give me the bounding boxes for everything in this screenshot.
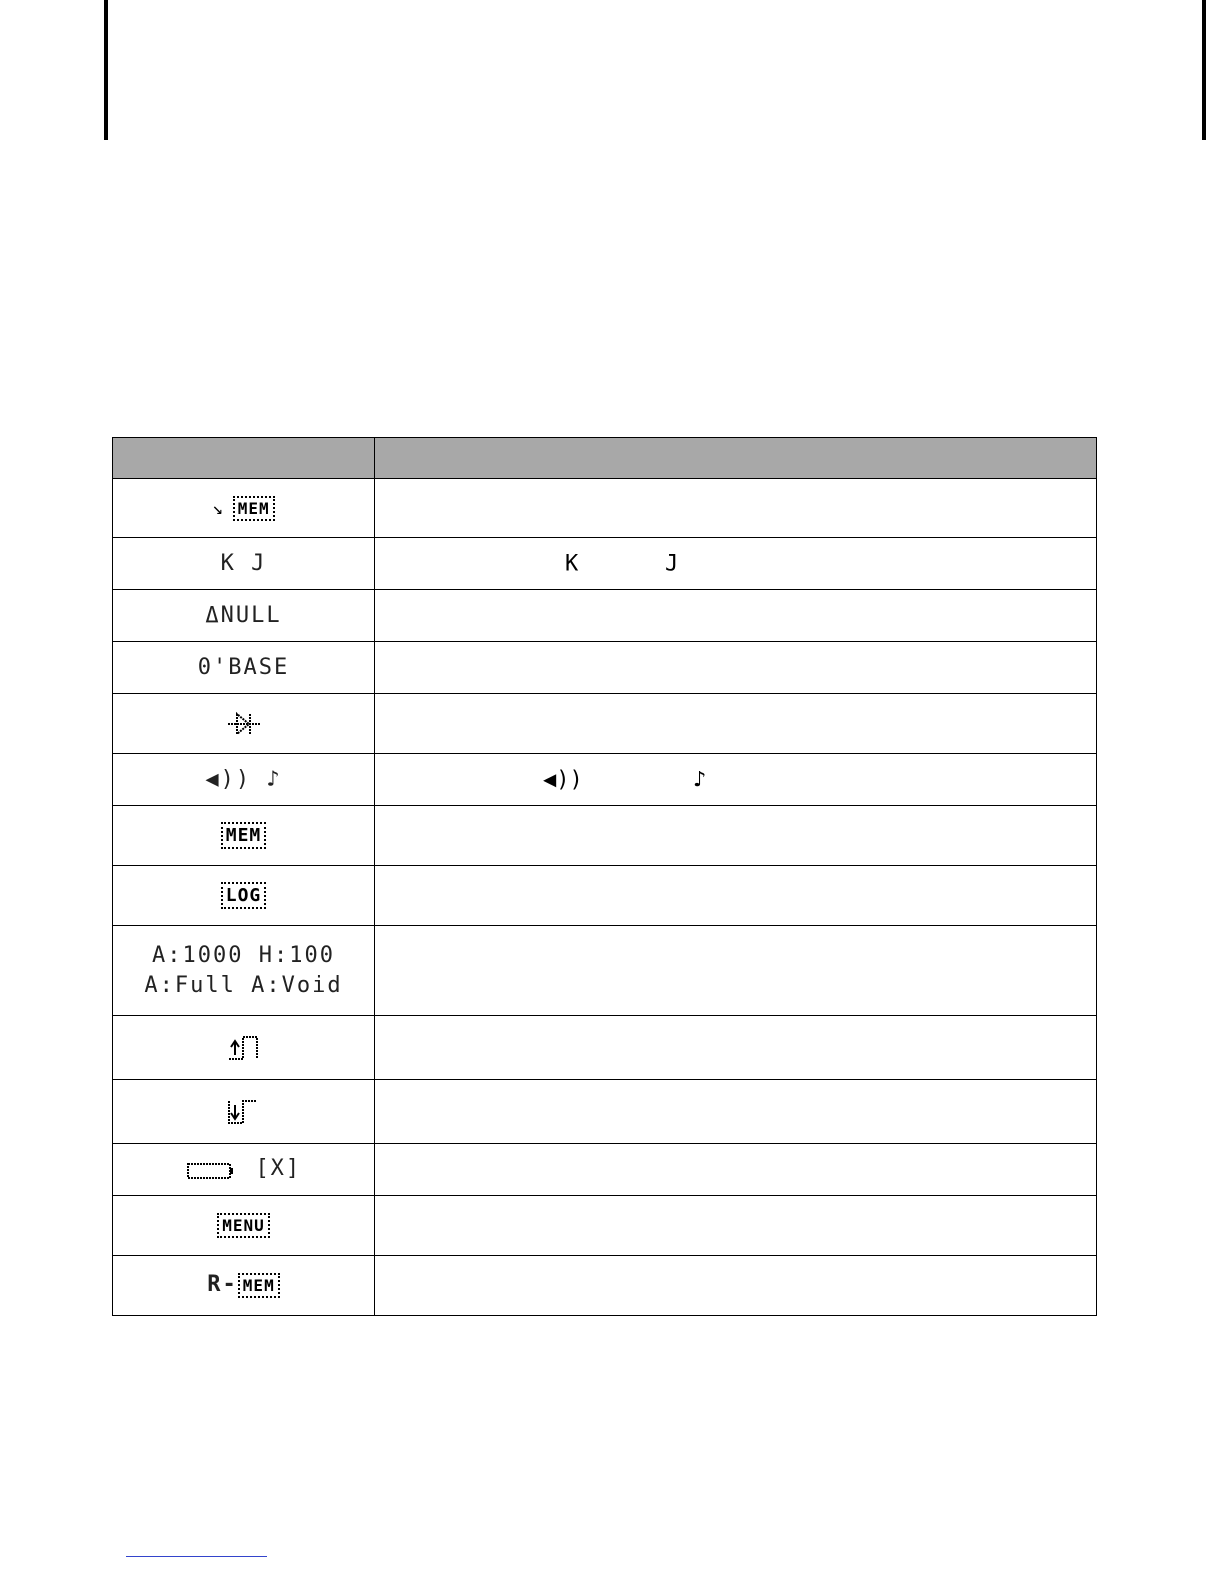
right-edge-rule <box>1202 0 1206 140</box>
symbol-cell <box>113 590 375 642</box>
memory-icon: MEM <box>233 496 275 521</box>
table-row <box>113 590 1097 642</box>
table-row <box>113 926 1097 1016</box>
table-row <box>113 754 1097 806</box>
description-cell <box>375 1144 1097 1196</box>
description-cell <box>375 479 1097 538</box>
symbol-cell <box>113 1016 375 1080</box>
recall-prefix: R- <box>207 1272 238 1297</box>
table-row <box>113 479 1097 538</box>
symbol-cell <box>113 1196 375 1256</box>
symbol-cell <box>113 694 375 754</box>
k-j-symbol: K J <box>220 550 267 576</box>
menu-block-icon: MENU <box>217 1213 270 1238</box>
log-block-icon: LOG <box>221 882 267 909</box>
description-cell <box>375 926 1097 1016</box>
table-row <box>113 1196 1097 1256</box>
music-note-icon: ♪ <box>693 767 707 792</box>
table-row <box>113 1256 1097 1316</box>
table-row <box>113 866 1097 926</box>
description-cell <box>375 1196 1097 1256</box>
table-row <box>113 806 1097 866</box>
footer-link-underline[interactable] <box>126 1556 267 1557</box>
description-cell <box>375 866 1097 926</box>
table-row <box>113 538 1097 590</box>
table-row <box>113 694 1097 754</box>
symbol-cell <box>113 538 375 590</box>
symbol-cell <box>113 1144 375 1196</box>
description-cell <box>375 590 1097 642</box>
beeper-music-symbol: ◀)) ♪ <box>205 766 282 792</box>
arrow-icon: ↘ <box>212 497 224 519</box>
symbol-cell <box>113 642 375 694</box>
table-row <box>113 1016 1097 1080</box>
battery-icon <box>186 1161 234 1181</box>
rising-edge-icon <box>227 1033 261 1063</box>
falling-edge-icon <box>227 1097 261 1127</box>
table-row <box>113 1080 1097 1144</box>
symbol-cell <box>113 866 375 926</box>
description-cell <box>375 694 1097 754</box>
description-cell <box>375 1080 1097 1144</box>
left-edge-rule <box>104 0 108 140</box>
symbol-cell <box>113 806 375 866</box>
memory-count-symbol: A:1000 H:100 <box>152 942 335 968</box>
description-cell <box>375 1016 1097 1080</box>
description-cell <box>375 1256 1097 1316</box>
symbol-cell <box>113 926 375 1016</box>
description-cell <box>375 806 1097 866</box>
symbol-cell <box>113 479 375 538</box>
table-header-row <box>113 438 1097 479</box>
table-row <box>113 642 1097 694</box>
lcd-symbol-table <box>112 437 1097 1316</box>
k-glyph: K <box>565 551 579 576</box>
recall-memory-icon: MEM <box>238 1273 280 1298</box>
symbol-cell <box>113 1256 375 1316</box>
diode-icon <box>227 709 261 739</box>
header-description <box>375 438 1097 479</box>
memory-status-symbol: A:Full A:Void <box>144 972 343 998</box>
table-row <box>113 1144 1097 1196</box>
base-symbol: 0'BASE <box>197 654 290 680</box>
description-cell <box>375 642 1097 694</box>
header-symbol <box>113 438 375 479</box>
symbol-cell <box>113 754 375 806</box>
mem-block-icon: MEM <box>221 822 267 849</box>
description-cell <box>375 538 1097 590</box>
symbol-cell <box>113 1080 375 1144</box>
beeper-icon: ◀)) <box>543 767 583 792</box>
j-glyph: J <box>665 551 679 576</box>
no-card-symbol: [X] <box>255 1156 302 1182</box>
description-cell <box>375 754 1097 806</box>
null-symbol: ΔNULL <box>205 602 282 628</box>
